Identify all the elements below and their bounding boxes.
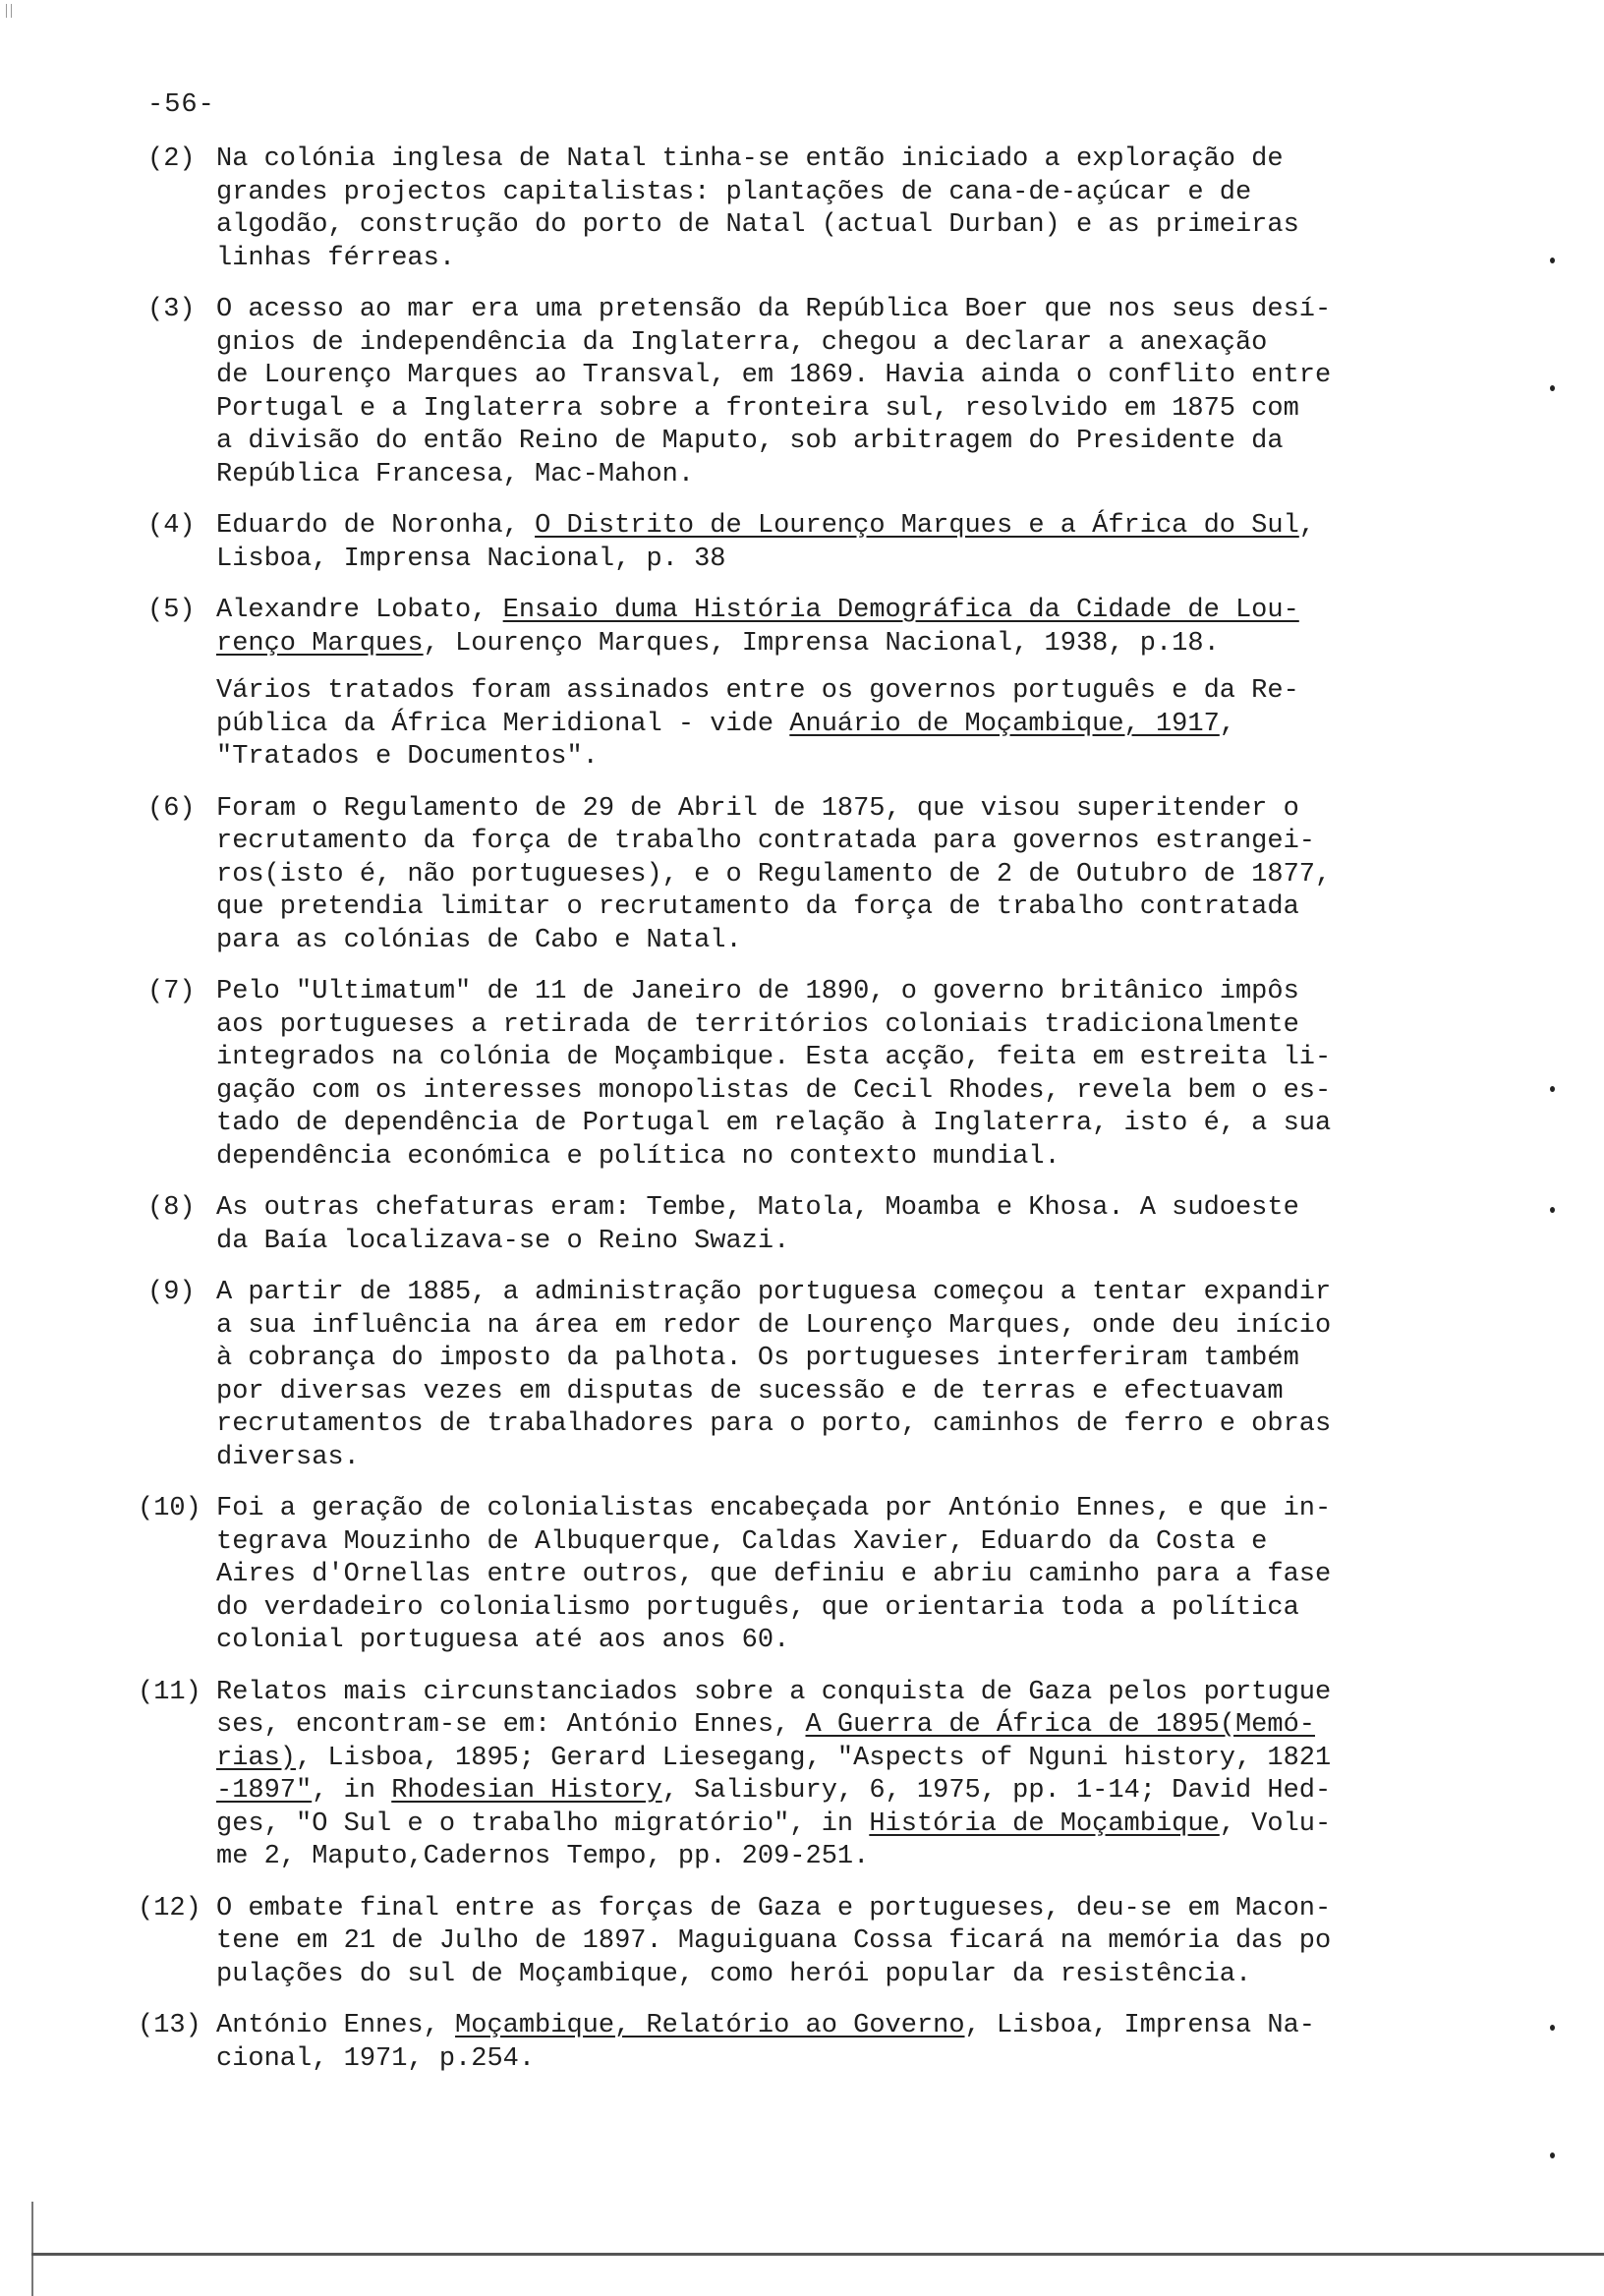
cited-title: História de Moçambique — [869, 1808, 1220, 1839]
margin-dot-mark — [1550, 258, 1555, 263]
footnote-text: António Ennes, — [216, 2011, 456, 2040]
footnote-number: (10) — [138, 1494, 201, 1523]
footnote-text: ses, encontram-se em: António Ennes, — [216, 1710, 806, 1740]
footnote-text: me 2, Maputo,Cadernos Tempo, pp. 209-251. — [216, 1842, 870, 1871]
footnote-line — [216, 177, 1466, 210]
footnote-line — [216, 544, 1466, 577]
footnote-line — [216, 1192, 1466, 1226]
footnote — [0, 1277, 1604, 1474]
footnote-text: Vários tratados foram assinados entre os governos português e da Re- — [216, 676, 1299, 706]
cited-title: A Guerra de África de 1895(Memó- — [805, 1710, 1315, 1740]
page-bottom-line — [31, 2253, 1604, 2256]
footnote-text: tene em 21 de Julho de 1897. Maguiguana Cossa ficará na memória das po — [216, 1926, 1332, 1956]
footnote-number: (5) — [147, 596, 196, 625]
footnote-text: , Lisboa, Imprensa Na- — [964, 2011, 1315, 2040]
footnote — [0, 793, 1604, 958]
footnote-text: , — [1298, 511, 1315, 541]
footnote-number: (3) — [147, 295, 196, 324]
footnote-line — [216, 976, 1466, 1009]
footnote-text: Aires d'Ornellas entre outros, que definiu e abriu caminho para a fase — [216, 1560, 1332, 1589]
footnote-line — [216, 1677, 1466, 1710]
footnote-line — [216, 1009, 1466, 1043]
footnote-text: recrutamentos de trabalhadores para o porto, caminhos de ferro e obras — [216, 1409, 1332, 1439]
footnote-text: República Francesa, Mac-Mahon. — [216, 459, 695, 489]
footnote-number: (2) — [147, 144, 196, 174]
footnote-text: , in — [312, 1776, 392, 1806]
margin-dot-mark — [1550, 1086, 1555, 1092]
footnote-text: colonial portuguesa até aos anos 60. — [216, 1626, 790, 1655]
footnote-line — [216, 1625, 1466, 1658]
footnote-number: (6) — [147, 793, 196, 824]
footnote-text: a divisão do então Reino de Maputo, sob arbitragem do Presidente da — [216, 427, 1284, 456]
footnote-number: (9) — [147, 1278, 196, 1307]
footnote-text: pulações do sul de Moçambique, como herói popular da resistência. — [216, 1959, 1252, 1989]
footnote-line — [216, 1493, 1466, 1526]
margin-dot-mark — [1550, 2152, 1555, 2158]
margin-dot-mark — [1550, 1207, 1555, 1213]
footnote-line — [216, 793, 1466, 827]
footnote-line — [216, 1310, 1466, 1344]
footnote — [0, 595, 1604, 775]
margin-dot-mark — [1550, 2025, 1555, 2031]
footnote-line — [216, 1893, 1466, 1926]
page-edge-line — [31, 2202, 33, 2296]
footnote-line — [216, 1559, 1466, 1592]
cited-title: -1897" — [216, 1776, 313, 1806]
cited-title: Ensaio duma História Demográfica da Cidade de Lou- — [502, 596, 1299, 625]
footnote-line — [216, 1442, 1466, 1475]
footnote-text: da Baía localizava-se o Reino Swazi. — [216, 1226, 790, 1256]
footnote-text: gação com os interesses monopolistas de Cecil Rhodes, revela bem o es- — [216, 1075, 1332, 1106]
footnote-line — [216, 1408, 1466, 1442]
footnote-line — [216, 459, 1466, 492]
footnote — [0, 294, 1604, 491]
cited-title: O Distrito de Lourenço Marques e a África do Sul — [535, 511, 1299, 541]
footnote-text: recrutamento da força de trabalho contratada para governos estrangei- — [216, 827, 1315, 856]
footnote-line — [216, 243, 1466, 276]
footnote-line — [216, 294, 1466, 327]
footnote-line — [216, 1277, 1466, 1310]
footnote-line — [216, 144, 1466, 177]
footnote-line — [216, 1141, 1466, 1175]
footnote-text: algodão, construção do porto de Natal (actual Durban) e as primeiras — [216, 210, 1299, 240]
footnote-text: Lisboa, Imprensa Nacional, p. 38 — [216, 544, 726, 574]
footnote-text: , Lourenço Marques, Imprensa Nacional, 1938, p.18. — [423, 628, 1220, 659]
footnote-number: (12) — [138, 1893, 201, 1923]
footnote-line — [216, 1808, 1466, 1842]
footnote-line — [216, 628, 1466, 661]
footnote-line — [216, 1925, 1466, 1959]
footnote-line — [216, 510, 1466, 544]
footnote-line — [216, 1075, 1466, 1109]
cited-title: Rhodesian History — [391, 1776, 662, 1806]
footnote-text: Portugal e a Inglaterra sobre a fronteira sul, resolvido em 1875 com — [216, 393, 1299, 424]
footnote-text: tado de dependência de Portugal em relação à Inglaterra, isto é, a sua — [216, 1109, 1332, 1138]
footnote-text: Eduardo de Noronha, — [216, 511, 536, 541]
footnote — [0, 1493, 1604, 1658]
footnote-text: pública da África Meridional - vide — [216, 709, 790, 739]
footnote-line — [216, 2010, 1466, 2043]
footnote-line — [216, 393, 1466, 427]
footnote-line — [216, 1108, 1466, 1141]
footnote-text: , Volu- — [1219, 1808, 1332, 1839]
footnote-text: diversas. — [216, 1442, 360, 1472]
footnote-text: de Lourenço Marques ao Transval, em 1869. Havia ainda o conflito entre — [216, 361, 1332, 390]
footnote-line — [216, 1592, 1466, 1626]
footnote-line — [216, 741, 1466, 775]
footnote-text: O acesso ao mar era uma pretensão da República Boer que nos seus desí- — [216, 295, 1332, 324]
footnote-line — [216, 1709, 1466, 1743]
footnote-text: O embate final entre as forças de Gaza e portugueses, deu-se em Macon- — [216, 1893, 1332, 1923]
cited-title: Anuário de Moçambique, 1917 — [789, 709, 1220, 739]
footnote-text: cional, 1971, p.254. — [216, 2043, 536, 2074]
footnote-text: Na colónia inglesa de Natal tinha-se então iniciado a exploração de — [216, 144, 1284, 174]
footnote-line — [216, 1841, 1466, 1874]
footnote-text: Alexandre Lobato, — [216, 596, 503, 625]
footnote-text: para as colónias de Cabo e Natal. — [216, 925, 742, 955]
margin-dot-mark — [1550, 385, 1555, 391]
footnote-line — [216, 1226, 1466, 1259]
footnote-line — [216, 675, 1466, 709]
footnote-text: por diversas vezes em disputas de sucessão e de terras e efectuavam — [216, 1376, 1284, 1406]
footnote-text: tegrava Mouzinho de Albuquerque, Caldas Xavier, Eduardo da Costa e — [216, 1526, 1268, 1557]
footnote-line — [216, 1743, 1466, 1776]
footnote-text: , — [1219, 709, 1235, 739]
footnote-number: (7) — [147, 977, 196, 1006]
cited-title: rias) — [216, 1743, 297, 1773]
footnote-text: , Lisboa, 1895; Gerard Liesegang, "Aspects of Nguni history, 1821 — [296, 1743, 1332, 1773]
page-number: -56- — [147, 90, 215, 120]
footnote-text: grandes projectos capitalistas: plantações de cana-de-açúcar e de — [216, 177, 1252, 207]
footnote-line — [216, 1526, 1466, 1560]
footnote-line — [216, 426, 1466, 459]
footnote-text: "Tratados e Documentos". — [216, 742, 599, 772]
footnote-text: linhas férreas. — [216, 243, 456, 273]
footnote-line — [216, 1775, 1466, 1808]
footnote — [0, 144, 1604, 275]
footnote-number: (13) — [138, 2011, 201, 2040]
footnote-text: dependência económica e política no contexto mundial. — [216, 1141, 1060, 1172]
footnote-text: As outras chefaturas eram: Tembe, Matola, Moamba e Khosa. A sudoeste — [216, 1193, 1299, 1223]
footnote-text: A partir de 1885, a administração portuguesa começou a tentar expandir — [216, 1278, 1332, 1307]
footnote-text: Relatos mais circunstanciados sobre a conquista de Gaza pelos portugue — [216, 1677, 1332, 1707]
footnote-line — [216, 859, 1466, 892]
footnote-line — [216, 209, 1466, 243]
footnote-line — [216, 2043, 1466, 2077]
footnote — [0, 1893, 1604, 1992]
footnote — [0, 976, 1604, 1174]
cited-title: renço Marques — [216, 628, 424, 659]
footnote-text: ges, "O Sul e o trabalho migratório", in — [216, 1808, 870, 1839]
footnote-number: (8) — [147, 1193, 196, 1223]
footnote — [0, 1192, 1604, 1258]
footnote — [0, 2010, 1604, 2076]
footnote-line — [216, 360, 1466, 393]
footnote-text: integrados na colónia de Moçambique. Esta acção, feita em estreita li- — [216, 1043, 1332, 1072]
footnote-line — [216, 925, 1466, 958]
footnote-text: a sua influência na área em redor de Lourenço Marques, onde deu início — [216, 1310, 1332, 1341]
footnotes-list — [0, 144, 1604, 2095]
footnote-line — [216, 327, 1466, 361]
footnote-text: , Salisbury, 6, 1975, pp. 1-14; David Hed- — [661, 1776, 1332, 1806]
footnote-text: ros(isto é, não portugueses), e o Regulamento de 2 de Outubro de 1877, — [216, 859, 1332, 890]
footnote-line — [216, 1376, 1466, 1409]
footnote-text: aos portugueses a retirada de territórios coloniais tradicionalmente — [216, 1009, 1299, 1040]
footnote-number: (11) — [138, 1677, 201, 1707]
footnote-line — [216, 1959, 1466, 1992]
footnote-text: gnios de independência da Inglaterra, chegou a declarar a anexação — [216, 327, 1268, 358]
footnote — [0, 510, 1604, 576]
footnote — [0, 1677, 1604, 1874]
footnote-text: que pretendia limitar o recrutamento da força de trabalho contratada — [216, 892, 1299, 922]
footnote-text: à cobrança do imposto da palhota. Os portugueses interferiram também — [216, 1344, 1299, 1373]
footnote-line — [216, 826, 1466, 859]
scan-corner-mark — [6, 4, 12, 18]
footnote-number: (4) — [147, 511, 196, 541]
footnote-line — [216, 709, 1466, 742]
footnote-line — [216, 1343, 1466, 1376]
footnote-text: Foram o Regulamento de 29 de Abril de 1875, que visou superitender o — [216, 793, 1299, 824]
footnote-line — [216, 891, 1466, 925]
footnote-line — [216, 1042, 1466, 1075]
footnote-line — [216, 595, 1466, 628]
cited-title: Moçambique, Relatório ao Governo — [455, 2011, 965, 2040]
footnote-text: do verdadeiro colonialismo português, que orientaria toda a política — [216, 1592, 1299, 1623]
footnote-text: Foi a geração de colonialistas encabeçada por António Ennes, e que in- — [216, 1494, 1332, 1523]
footnote-text: Pelo "Ultimatum" de 11 de Janeiro de 1890, o governo britânico impôs — [216, 977, 1299, 1006]
